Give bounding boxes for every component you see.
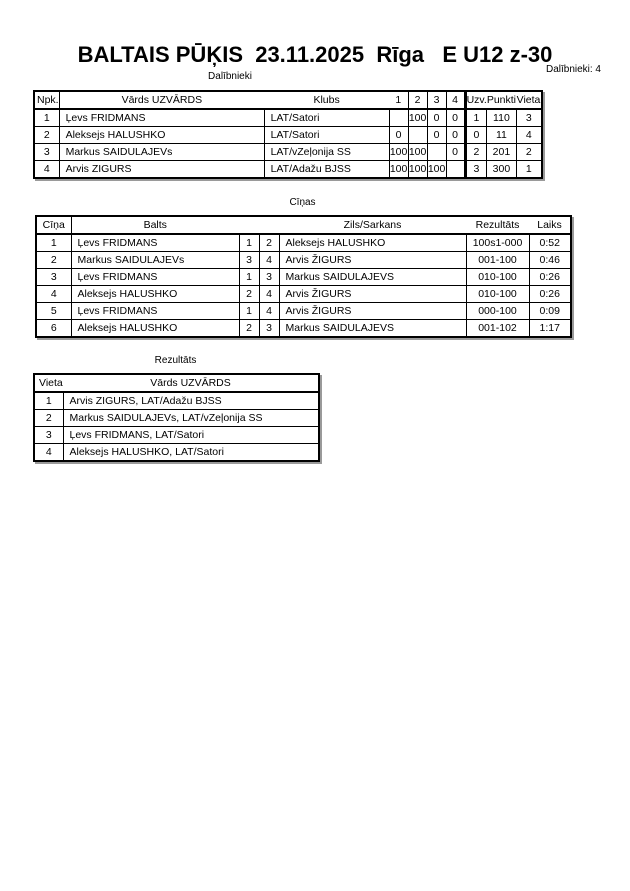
- cell-name: Aleksejs HALUSHKO, LAT/Satori: [63, 444, 319, 462]
- cell-white-no: 1: [239, 303, 259, 320]
- col-header-m3: 3: [427, 91, 446, 109]
- cell-m2: 100: [408, 161, 427, 179]
- col-header-m2: 2: [408, 91, 427, 109]
- col-header-m1: 1: [389, 91, 408, 109]
- cell-white-no: 2: [239, 320, 259, 338]
- cell-place: 1: [34, 392, 63, 410]
- cell-blue-no: 3: [259, 269, 279, 286]
- col-header-place: Vieta: [516, 91, 542, 109]
- fights-section-label: Cīņas: [289, 197, 316, 208]
- fights-header-row: [36, 216, 571, 234]
- participants-section-label: Dalībnieki: [208, 71, 252, 82]
- cell-npk: 4: [34, 161, 59, 179]
- results-header-row: [34, 374, 319, 392]
- col-header-time: Laiks: [529, 216, 571, 234]
- col-header-m4: 4: [446, 91, 465, 109]
- cell-m4: 0: [446, 144, 465, 161]
- cell-place: 2: [34, 410, 63, 427]
- table-row: [36, 286, 571, 303]
- cell-white-no: 1: [239, 269, 259, 286]
- table-row: [34, 427, 319, 444]
- cell-white-name: Aleksejs HALUSHKO: [71, 286, 239, 303]
- cell-name: Ļevs FRIDMANS, LAT/Satori: [63, 427, 319, 444]
- cell-npk: 1: [34, 109, 59, 127]
- participants-header-row: [34, 91, 542, 109]
- cell-wins: 3: [465, 161, 487, 179]
- cell-m3: [427, 144, 446, 161]
- cell-white-no: 3: [239, 252, 259, 269]
- col-header-npk: Npk.: [34, 91, 59, 109]
- cell-result: 010-100: [466, 286, 529, 303]
- cell-wins: 2: [465, 144, 487, 161]
- cell-m1: [389, 109, 408, 127]
- table-row: [34, 410, 319, 427]
- cell-place: 1: [516, 161, 542, 179]
- table-row: [34, 392, 319, 410]
- table-row: [36, 252, 571, 269]
- cell-npk: 2: [34, 127, 59, 144]
- col-header-wins: Uzv.: [465, 91, 487, 109]
- cell-name: Markus SAIDULAJEVs: [59, 144, 264, 161]
- cell-points: 201: [487, 144, 516, 161]
- cell-fight-no: 5: [36, 303, 71, 320]
- cell-white-name: Aleksejs HALUSHKO: [71, 320, 239, 338]
- cell-white-no: 2: [239, 286, 259, 303]
- cell-club: LAT/Adažu BJSS: [264, 161, 389, 179]
- col-header-fight: Cīņa: [36, 216, 71, 234]
- cell-result: 001-102: [466, 320, 529, 338]
- page-title: BALTAIS PŪĶIS 23.11.2025 Rīga E U12 z-30: [77, 42, 553, 67]
- cell-time: 0:09: [529, 303, 571, 320]
- cell-m3: 0: [427, 109, 446, 127]
- cell-points: 110: [487, 109, 516, 127]
- cell-name: Aleksejs HALUSHKO: [59, 127, 264, 144]
- cell-points: 11: [487, 127, 516, 144]
- col-header-name: Vārds UZVĀRDS: [63, 374, 319, 392]
- cell-points: 300: [487, 161, 516, 179]
- cell-result: 001-100: [466, 252, 529, 269]
- cell-place: 2: [516, 144, 542, 161]
- cell-white-name: Ļevs FRIDMANS: [71, 269, 239, 286]
- table-row: [34, 127, 542, 144]
- table-row: [36, 320, 571, 338]
- cell-white-name: Ļevs FRIDMANS: [71, 303, 239, 320]
- cell-time: 0:26: [529, 286, 571, 303]
- cell-place: 3: [516, 109, 542, 127]
- participants-count: Dalībnieki: 4: [545, 64, 601, 75]
- cell-place: 3: [34, 427, 63, 444]
- col-header-spacer2: [259, 216, 279, 234]
- results-section-label: Rezultāts: [154, 355, 197, 366]
- cell-fight-no: 3: [36, 269, 71, 286]
- table-row: [36, 269, 571, 286]
- cell-m4: 0: [446, 127, 465, 144]
- cell-time: 0:52: [529, 234, 571, 252]
- cell-place: 4: [516, 127, 542, 144]
- cell-white-name: Ļevs FRIDMANS: [71, 234, 239, 252]
- cell-white-no: 1: [239, 234, 259, 252]
- cell-m4: 0: [446, 109, 465, 127]
- cell-wins: 1: [465, 109, 487, 127]
- col-header-result: Rezultāts: [466, 216, 529, 234]
- cell-result: 100s1-000: [466, 234, 529, 252]
- table-row: [34, 109, 542, 127]
- cell-time: 1:17: [529, 320, 571, 338]
- table-row: [34, 144, 542, 161]
- results-table: [33, 373, 320, 462]
- cell-blue-no: 3: [259, 320, 279, 338]
- cell-name: Arvis ZIGURS, LAT/Adažu BJSS: [63, 392, 319, 410]
- col-header-points: Punkti: [487, 91, 516, 109]
- cell-npk: 3: [34, 144, 59, 161]
- cell-blue-no: 2: [259, 234, 279, 252]
- participants-table: [33, 90, 543, 179]
- cell-m2: [408, 127, 427, 144]
- cell-m3: 100: [427, 161, 446, 179]
- cell-fight-no: 2: [36, 252, 71, 269]
- col-header-spacer1: [239, 216, 259, 234]
- cell-place: 4: [34, 444, 63, 462]
- cell-result: 010-100: [466, 269, 529, 286]
- col-header-blue: Zils/Sarkans: [279, 216, 466, 234]
- fights-table: [35, 215, 572, 338]
- table-row: [34, 444, 319, 462]
- cell-fight-no: 1: [36, 234, 71, 252]
- col-header-name: Vārds UZVĀRDS: [59, 91, 264, 109]
- cell-m2: 100: [408, 144, 427, 161]
- cell-blue-no: 4: [259, 303, 279, 320]
- cell-m3: 0: [427, 127, 446, 144]
- cell-result: 000-100: [466, 303, 529, 320]
- cell-blue-name: Aleksejs HALUSHKO: [279, 234, 466, 252]
- cell-m2: 100: [408, 109, 427, 127]
- cell-name: Markus SAIDULAJEVs, LAT/vZeļonija SS: [63, 410, 319, 427]
- col-header-place: Vieta: [34, 374, 63, 392]
- cell-fight-no: 4: [36, 286, 71, 303]
- cell-blue-name: Markus SAIDULAJEVS: [279, 269, 466, 286]
- cell-blue-no: 4: [259, 252, 279, 269]
- cell-blue-name: Arvis ŽIGURS: [279, 286, 466, 303]
- cell-club: LAT/vZeļonija SS: [264, 144, 389, 161]
- cell-name: Ļevs FRIDMANS: [59, 109, 264, 127]
- cell-wins: 0: [465, 127, 487, 144]
- table-row: [34, 161, 542, 179]
- cell-m1: 0: [389, 127, 408, 144]
- table-row: [36, 303, 571, 320]
- cell-blue-no: 4: [259, 286, 279, 303]
- cell-fight-no: 6: [36, 320, 71, 338]
- cell-name: Arvis ZIGURS: [59, 161, 264, 179]
- cell-white-name: Markus SAIDULAJEVs: [71, 252, 239, 269]
- cell-blue-name: Markus SAIDULAJEVS: [279, 320, 466, 338]
- cell-m1: 100: [389, 161, 408, 179]
- cell-time: 0:26: [529, 269, 571, 286]
- col-header-white: Balts: [71, 216, 239, 234]
- cell-blue-name: Arvis ŽIGURS: [279, 252, 466, 269]
- table-row: [36, 234, 571, 252]
- cell-m4: [446, 161, 465, 179]
- cell-blue-name: Arvis ŽIGURS: [279, 303, 466, 320]
- cell-m1: 100: [389, 144, 408, 161]
- cell-time: 0:46: [529, 252, 571, 269]
- cell-club: LAT/Satori: [264, 127, 389, 144]
- cell-club: LAT/Satori: [264, 109, 389, 127]
- col-header-club: Klubs: [264, 91, 389, 109]
